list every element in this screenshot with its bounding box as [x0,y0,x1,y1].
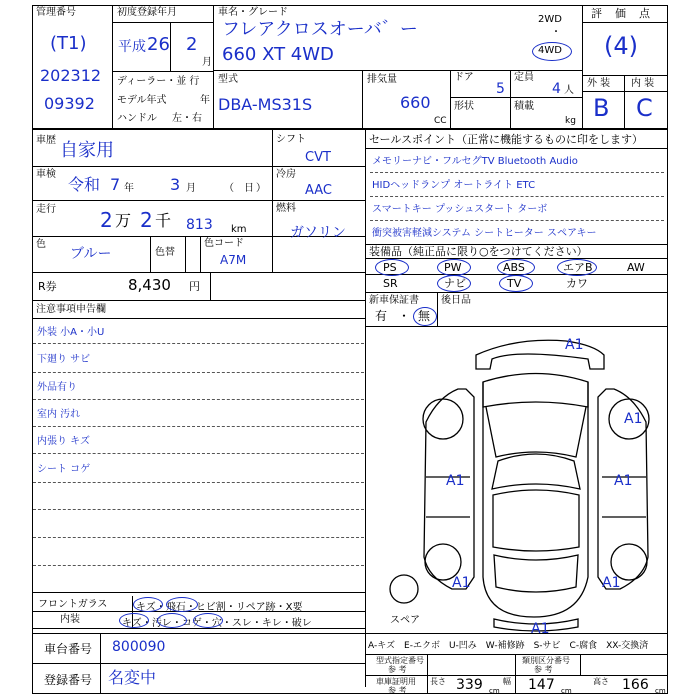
later-items-label: 後日品 [441,295,471,306]
note-3: 外品有り [37,382,77,393]
recycle-label: R券 [38,280,57,293]
interior-options: キズ・汚レ・コゲ・穴・スレ・キレ・破レ [122,618,312,629]
registration-era: 平成 [118,39,146,55]
garage-cert-ref: 参 考 [388,686,407,695]
color-change-label: 色替 [155,247,175,258]
note-2: 下廻り サビ [37,354,91,365]
color-value: ブルー [70,246,112,262]
aircon-value: AAC [305,183,332,198]
equip-airbag: エアB [563,261,593,274]
registration-number-label: 登録番号 [44,673,93,687]
equip-abs-circle [497,259,535,276]
inspection-day-close: ） [256,183,266,194]
notes-label: 注意事項申告欄 [36,304,106,315]
width-unit: cm [561,687,572,695]
load-unit: kg [565,116,576,126]
load-label: 積載 [514,101,534,112]
car-name: フレアクロスオーバ゛ー [222,19,418,40]
sales-point-4: 衝突被害軽減システム シートヒーター スペアキー [372,228,597,239]
car-grade: 660 XT 4WD [222,44,334,65]
length-unit: cm [489,687,500,695]
mileage-man-value: 2 [100,208,113,232]
type-designation-label: 型式指定番号 [376,656,424,665]
warranty-label: 新車保証書 [369,295,419,306]
score-label: 評 価 点 [591,7,651,20]
equip-navi-circle [437,275,471,292]
registration-month: 2 [186,34,198,55]
warranty-no: 無 [418,309,431,323]
length-label: 長さ [430,677,446,686]
fuel-value: ガソリン [290,225,346,241]
damage-mark-right-front: A1 [624,411,643,427]
in-ana: 穴 [211,618,222,629]
exterior-label: 外 装 [587,78,611,89]
in-yogore: 汚レ [151,618,172,629]
damage-mark-left-rear: A1 [452,575,471,591]
car-name-grade-label: 車名・グレード [218,7,288,18]
inspection-day-unit: （ [224,183,234,194]
drive-2wd: 2WD [538,14,562,25]
displacement-label: 排気量 [367,74,397,85]
damage-legend: A-キズ E-エクボ U-凹み W-補修跡 S-サビ C-腐食 XX-交換済 [368,641,649,651]
car-damage-diagram [366,327,667,633]
inspection-year-unit: 年 [124,183,134,194]
interior-grade: C [636,94,653,122]
type-designation-ref: 参 考 [388,665,407,674]
management-code: (T1) [50,33,87,54]
recycle-unit: 円 [189,280,200,293]
aircon-label: 冷房 [276,169,296,180]
drive-separator: ・ [551,27,561,38]
mileage-label: 走行 [36,204,56,215]
width-label: 幅 [503,677,511,686]
shift-value: CVT [305,150,331,165]
note-1: 外装 小A・小U [37,327,105,338]
capacity-unit: 人 [564,85,574,96]
classification-label: 類別区分番号 [522,656,570,665]
body-shape-label: 形状 [454,101,474,112]
height-unit: cm [655,687,666,695]
fg-tobiishi: 飛石 [165,602,186,613]
chassis-number: 800090 [112,639,166,655]
door-count: 5 [496,81,505,97]
fg-hibiware: ヒビ割 [195,602,226,613]
model-year-unit: 年 [200,95,210,106]
equip-sr: SR [383,277,398,290]
door-label: ドア [454,72,474,83]
length-value: 339 [456,677,483,693]
fg-kizu: キズ [136,602,156,613]
equip-tv-circle [499,275,533,292]
in-kire: キレ [261,618,282,629]
equip-ps: PS [383,261,397,274]
garage-cert-label: 車庫証明用 [376,677,416,686]
equip-aw: AW [627,261,645,274]
handle-label: ハンドル [117,113,157,124]
inspection-label: 車検 [36,169,56,180]
displacement: 660 [400,93,431,112]
inspection-day-label: 日 [244,183,254,194]
registration-year: 26 [147,34,170,55]
in-sure: スレ [231,618,252,629]
in-kizu: キズ [122,618,142,629]
handle-options: 左・右 [172,113,202,124]
note-5: 内張り キズ [37,436,90,447]
damage-mark-left-door: A1 [446,473,465,489]
front-glass-label: フロントガラス [38,599,108,610]
warranty-separator: ・ [398,309,411,323]
history-value: 自家用 [60,140,114,161]
height-value: 166 [622,677,649,693]
in-koge: コゲ [181,618,202,629]
in-yabure: 破レ [291,618,312,629]
model-code: DBA-MS31S [218,95,313,114]
drive-4wd-circle [532,42,572,61]
equip-pw-circle [437,259,471,276]
management-number-label: 管理番号 [36,7,76,18]
overall-score: (4) [604,32,638,60]
equip-airbag-circle [557,259,597,276]
inspection-month-unit: 月 [186,183,196,194]
width-value: 147 [528,677,555,693]
management-number-1: 202312 [40,66,102,85]
equipment-label: 装備品（純正品に限り○をつけてください） [369,245,588,258]
note-4: 室内 汚れ [37,409,81,420]
classification-ref: 参 考 [534,665,553,674]
mileage-rest: 813 [186,217,213,233]
front-glass-options: キズ・飛石・ヒビ割・リペア跡・X要 [136,602,303,613]
equip-leather: カワ [566,277,588,290]
exterior-grade: B [593,94,610,122]
fg-repair: リペア跡 [235,602,276,613]
first-registration-label: 初度登録年月 [117,7,177,18]
sales-point-2: HIDヘッドランプ オートライト ETC [372,180,536,191]
inspection-month: 3 [170,175,181,194]
equip-navi: ナビ [444,277,466,290]
in-yogore-circle [157,613,187,628]
mileage-man-unit: 万 [115,211,132,230]
damage-mark-right-rear: A1 [602,575,621,591]
history-label: 車歴 [36,135,56,146]
mileage-sen-unit: 千 [155,211,172,230]
capacity: 4 [552,81,561,97]
fuel-label: 燃料 [276,203,296,214]
in-kizu-circle [119,613,149,628]
damage-mark-rear: A1 [531,621,550,633]
in-koge-circle [193,613,223,628]
damage-mark-front: A1 [565,337,584,353]
warranty-yes: 有 [375,309,388,323]
spare-label: スペア [390,615,420,626]
registration-month-unit: 月 [202,57,212,68]
height-label: 高さ [593,677,609,686]
inspection-era: 令和 [68,175,101,194]
color-code-label: 色コード [204,238,244,249]
fg-kizu-circle [133,597,163,612]
shift-label: シフト [276,134,306,145]
front-bumper-shape [476,340,604,369]
note-6: シート コゲ [37,464,91,475]
chassis-number-label: 車台番号 [44,642,93,656]
management-number-2: 09392 [44,94,95,113]
mileage-sen-value: 2 [140,208,153,232]
equip-pw: PW [444,261,462,274]
equip-ps-circle [375,259,409,276]
interior-condition-label: 内装 [60,614,80,625]
color-code-value: A7M [220,253,247,267]
drive-4wd: 4WD [538,45,562,56]
sales-point-3: スマートキー プッシュスタート ターボ [372,204,548,215]
interior-label: 内 装 [631,78,655,89]
color-label: 色 [36,239,46,250]
model-code-label: 型式 [218,74,238,85]
model-year-label: モデル年式 [117,95,167,106]
damage-mark-right-door: A1 [614,473,633,489]
warranty-no-circle [413,307,437,326]
displacement-unit: CC [434,116,447,126]
registration-number: 名変中 [108,668,157,687]
dealer-label: ディーラー・並 行 [117,76,200,87]
sales-point-label: セールスポイント（正常に機能するものに印をします） [369,133,644,146]
mileage-unit: km [231,224,247,235]
inspection-year: 7 [110,175,121,194]
capacity-label: 定員 [514,72,534,83]
equip-tv: TV [507,277,522,290]
fg-tobiishi-circle [166,597,198,612]
sales-point-1: メモリーナビ・フルセグTV Bluetooth Audio [372,156,578,167]
fg-x-needed: X要 [285,602,303,613]
equip-abs: ABS [503,261,525,274]
recycle-fee: 8,430 [128,276,171,294]
